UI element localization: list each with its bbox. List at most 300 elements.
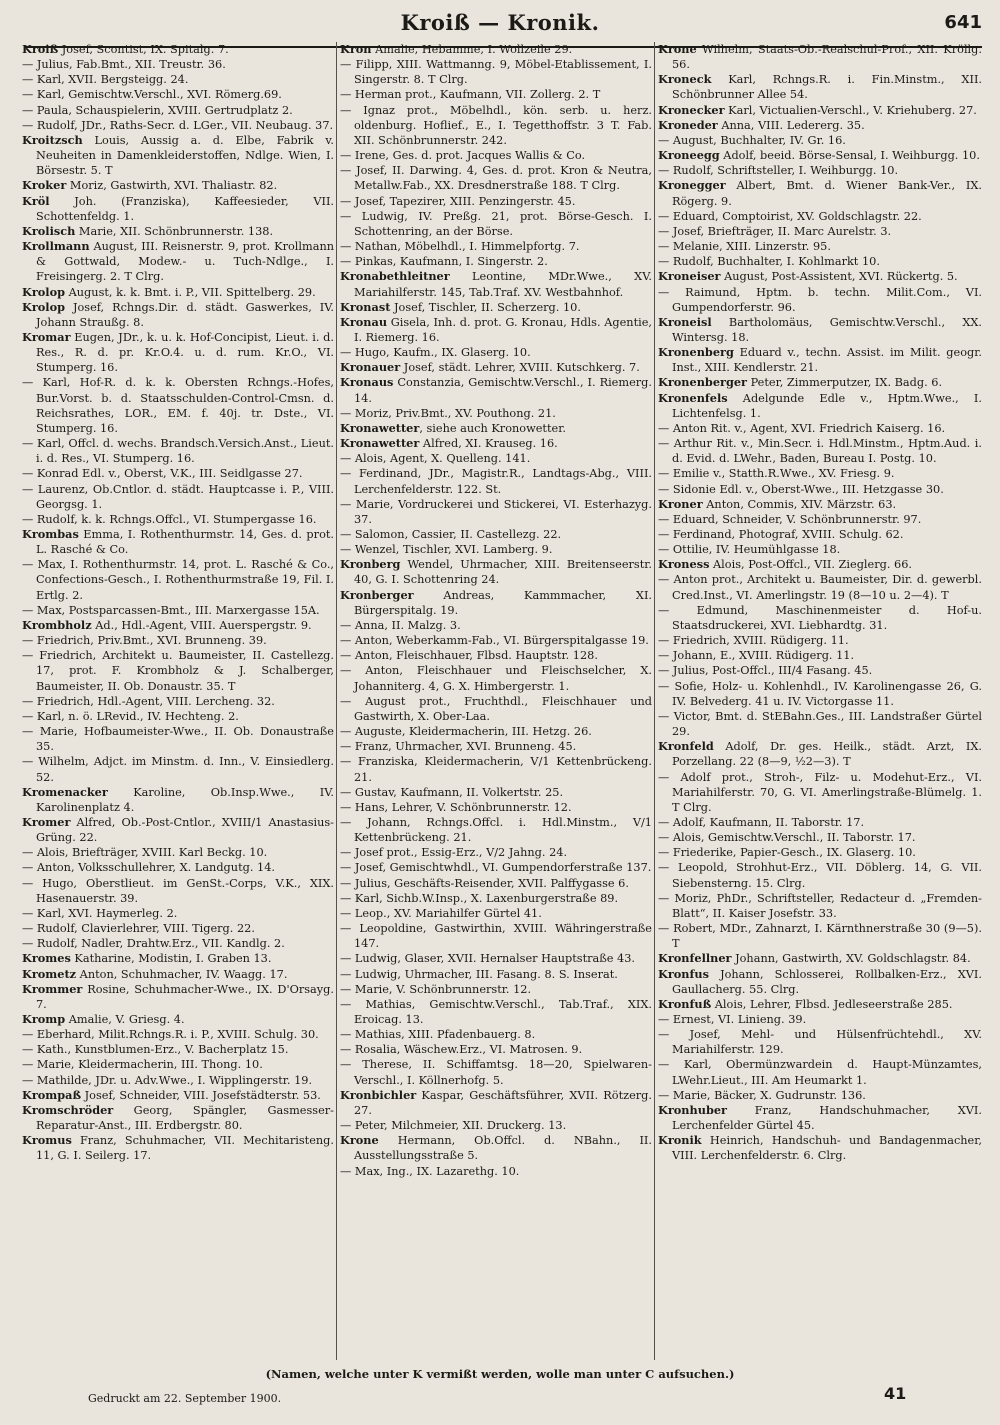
entry-details: August, Post-Assistent, XVI. Rückertg. 5. — [720, 270, 958, 284]
entry-details: — Friedrich, Priv.Bmt., XVI. Brunneng. 39. — [22, 634, 267, 648]
entry-details: — Anton, Volksschullehrer, X. Landgutg. 14. — [22, 861, 275, 875]
directory-entry — [22, 754, 334, 784]
directory-entry — [22, 72, 334, 87]
entry-details: Adolf, beeid. Börse-Sensal, I. Weihburgg. 10. — [719, 149, 980, 163]
directory-entry — [658, 633, 982, 648]
entry-details: — Friedrich, XVIII. Rüdigerg. 11. — [658, 634, 849, 648]
entry-details: — Josef, Gemischtwhdl., VI. Gumpendorferstraße 137. — [340, 861, 652, 875]
directory-entry — [22, 512, 334, 527]
directory-entry — [658, 967, 982, 997]
entry-details: — Filipp, XIII. Wattmanng. 9, Möbel-Etablissement, I. Singerstr. 8. T Clrg. — [340, 58, 652, 87]
entry-details: August, III. Reisnerstr. 9, prot. Krollmann & Gottwald, Modew.- u. Tuch-Ndlge., I. Freisingerg. 2. T Clrg. — [36, 240, 334, 284]
entry-details: Alfred, Ob.-Post-Cntlor., XVIII/1 Anastasius-Grüng. 22. — [36, 815, 334, 845]
directory-entry — [22, 57, 334, 72]
directory-entry — [22, 967, 334, 982]
entry-details: — Melanie, XIII. Linzerstr. 95. — [658, 240, 831, 254]
directory-columns — [22, 42, 982, 1360]
directory-entry — [340, 254, 652, 269]
directory-entry — [658, 845, 982, 860]
entry-details: — Wilhelm, Adjct. im Minstm. d. Inn., V. Einsiedlerg. 52. — [22, 755, 334, 784]
entry-details: — Moriz, Priv.Bmt., XV. Pouthong. 21. — [340, 406, 556, 420]
entry-details: — Mathias, XIII. Pfadenbauerg. 8. — [340, 1028, 536, 1042]
entry-surname: Kronegger — [658, 178, 726, 193]
directory-entry — [22, 178, 334, 193]
column-divider-2 — [654, 42, 655, 1360]
directory-entry — [340, 269, 652, 299]
directory-entry — [22, 815, 334, 845]
directory-entry — [658, 1057, 982, 1087]
directory-entry — [22, 936, 334, 951]
directory-entry — [22, 1088, 334, 1103]
entry-surname: Kroneisl — [658, 314, 712, 329]
directory-entry — [340, 87, 652, 102]
directory-entry — [22, 224, 334, 239]
entry-details: Adolf, Dr. ges. Heilk., städt. Arzt, IX. Porzellang. 22 (8—9, ½2—3). T — [672, 740, 982, 769]
directory-entry — [340, 618, 652, 633]
entry-details: — Adolf, Kaufmann, II. Taborstr. 17. — [658, 815, 865, 829]
directory-entry — [340, 951, 652, 966]
entry-surname: Kronabethleitner — [340, 269, 450, 284]
directory-entry — [658, 679, 982, 709]
directory-entry — [340, 1164, 652, 1179]
directory-entry — [340, 57, 652, 87]
directory-entry — [22, 709, 334, 724]
entry-surname: Krompaß — [22, 1087, 82, 1102]
directory-entry — [658, 391, 982, 421]
entry-surname: Kroker — [22, 178, 67, 193]
directory-entry — [22, 1057, 334, 1072]
entry-details: August, k. k. Bmt. i. P., VII. Spittelberg. 29. — [65, 285, 316, 299]
directory-entry — [22, 133, 334, 178]
directory-entry — [340, 754, 652, 784]
entry-details: — Max, Ing., IX. Lazarethg. 10. — [340, 1164, 520, 1178]
entry-details: — Karl, Offcl. d. wechs. Brandsch.Versich.Anst., Lieut. i. d. Res., VI. Stumperg. 16. — [22, 437, 334, 466]
directory-entry — [340, 103, 652, 148]
directory-entry — [340, 1088, 652, 1118]
directory-entry — [658, 269, 982, 284]
directory-entry — [22, 103, 334, 118]
directory-entry — [22, 694, 334, 709]
directory-entry — [340, 785, 652, 800]
entry-details: — Leopoldine, Gastwirthin, XVIII. Währingerstraße 147. — [340, 922, 652, 951]
entry-surname: Kroneiser — [658, 269, 721, 284]
entry-details: — Rudolf, Nadler, Drahtw.Erz., VII. Kandlg. 2. — [22, 937, 285, 951]
entry-surname: Kromar — [22, 329, 71, 344]
entry-details: — Pinkas, Kaufmann, I. Singerstr. 2. — [340, 255, 548, 269]
entry-details: Kaspar, Geschäftsführer, XVII. Rötzerg. 27. — [354, 1088, 652, 1117]
entry-surname: Kroness — [658, 557, 710, 572]
directory-entry — [340, 163, 652, 193]
directory-entry — [658, 770, 982, 815]
entry-surname: Krometz — [22, 966, 77, 981]
directory-entry — [658, 345, 982, 375]
entry-details: — Eberhard, Milit.Rchngs.R. i. P., XVIII. Schulg. 30. — [22, 1028, 319, 1042]
entry-details: Josef, Schneider, VIII. Josefstädterstr. 53. — [81, 1088, 321, 1102]
entry-details: — Kath., Kunstblumen-Erz., V. Bacherplatz 15. — [22, 1043, 289, 1057]
entry-details: Constanzia, Gemischtw.Verschl., I. Riemerg. 14. — [354, 376, 652, 405]
entry-details: — Anton, Fleischhauer und Fleischselcher, X. Johanniterg. 4, G. X. Himbergerstr. 1. — [340, 664, 652, 693]
directory-entry — [658, 482, 982, 497]
entry-details: Alfred, XI. Krauseg. 16. — [419, 437, 558, 451]
directory-entry — [340, 436, 652, 451]
entry-details: — Marie, V. Schönbrunnerstr. 12. — [340, 982, 532, 996]
entry-details: — Franz, Uhrmacher, XVI. Brunneng. 45. — [340, 740, 577, 754]
directory-entry — [658, 285, 982, 315]
entry-surname: Kronauer — [340, 360, 401, 375]
entry-details: — Josef, II. Darwing. 4, Ges. d. prot. Kron & Neutra, Metallw.Fab., XX. Dresdnerstraße 188. T Clrg. — [340, 164, 652, 193]
directory-entry — [340, 194, 652, 209]
entry-details: — Rudolf, JDr., Raths-Secr. d. LGer., VII. Neubaug. 37. — [22, 118, 334, 132]
entry-surname: Kromschröder — [22, 1102, 114, 1117]
entry-details: — Nathan, Möbelhdl., I. Himmelpfortg. 7. — [340, 240, 580, 254]
directory-entry — [340, 421, 652, 436]
directory-entry — [658, 254, 982, 269]
directory-entry — [22, 1133, 334, 1163]
entry-details: — Ignaz prot., Möbelhdl., kön. serb. u. herz. oldenburg. Hoflief., E., I. Tegetthoffstr. 3 T. Fab. XII. Schönbrunnerstr. 242. — [340, 103, 652, 147]
entry-details: Josef, städt. Lehrer, XVIII. Kutschkerg. 7. — [400, 361, 640, 375]
directory-entry — [658, 103, 982, 118]
entry-details: — Anton prot., Architekt u. Baumeister, Dir. d. gewerbl. Cred.Inst., VI. Amerlingstr. 19 (8—10 u. 2—4). T — [658, 573, 982, 602]
entry-details: Karoline, Ob.Insp.Wwe., IV. Karolinenplatz 4. — [36, 785, 334, 814]
entry-details: — Alois, Gemischtw.Verschl., II. Taborstr. 17. — [658, 831, 916, 845]
entry-details: — Eduard, Schneider, V. Schönbrunnerstr. 97. — [658, 512, 922, 526]
directory-entry — [22, 876, 334, 906]
entry-details: Alois, Post-Offcl., VII. Zieglerg. 66. — [709, 558, 913, 572]
directory-entry — [22, 557, 334, 602]
entry-details: — Julius, Geschäfts-Reisender, XVII. Palffygasse 6. — [340, 876, 629, 890]
entry-details: Alois, Lehrer, Flbsd. Jedleseerstraße 285. — [711, 997, 953, 1011]
directory-entry — [658, 527, 982, 542]
directory-entry — [22, 633, 334, 648]
entry-details: Marie, XII. Schönbrunnerstr. 138. — [75, 224, 274, 238]
directory-entry — [340, 739, 652, 754]
entry-details: Adelgunde Edle v., Hptm.Wwe., I. Lichtenfelsg. 1. — [672, 391, 982, 420]
entry-details: — Rudolf, Buchhalter, I. Kohlmarkt 10. — [658, 255, 880, 269]
entry-details: Andreas, Kammmacher, XI. Bürgerspitalg. 19. — [354, 588, 652, 617]
entry-details: — Johann, Rchngs.Offcl. i. Hdl.Minstm., V/1 Kettenbrückeng. 21. — [340, 815, 652, 845]
entry-details: — Paula, Schauspielerin, XVIII. Gertrudplatz 2. — [22, 103, 293, 117]
directory-entry — [658, 178, 982, 208]
directory-entry — [340, 906, 652, 921]
entry-details: — Peter, Milchmeier, XII. Druckerg. 13. — [340, 1119, 567, 1133]
entry-surname: Krone — [340, 1133, 379, 1148]
entry-details: — Rosalia, Wäschew.Erz., VI. Matrosen. 9. — [340, 1043, 583, 1057]
directory-entry — [658, 891, 982, 921]
entry-details: — Leopold, Strohhut-Erz., VII. Döblerg. 14, G. VII. Siebensterng. 15. Clrg. — [658, 861, 982, 890]
entry-details: Amalie, Hebamme, I. Wollzeile 29. — [371, 43, 573, 56]
entry-details: — August, Buchhalter, IV. Gr. 16. — [658, 133, 846, 147]
entry-surname: Krolisch — [22, 223, 76, 238]
directory-entry — [22, 951, 334, 966]
entry-details: — Rudolf, Schriftsteller, I. Weihburgg. 10. — [658, 164, 899, 178]
entry-surname: Kron — [340, 42, 372, 56]
entry-surname: Kronfus — [658, 966, 709, 981]
entry-details: — Moriz, PhDr., Schriftsteller, Redacteur d. „Fremden-Blatt“, II. Kaiser Josefstr. 33. — [658, 891, 982, 920]
entry-surname: Kronfeld — [658, 739, 714, 754]
directory-entry — [22, 527, 334, 557]
entry-details: Karl, Rchngs.R. i. Fin.Minstm., XII. Schönbrunner Allee 54. — [672, 73, 982, 102]
directory-entry — [658, 436, 982, 466]
entry-details: — Anton, Weberkamm-Fab., VI. Bürgerspitalgasse 19. — [340, 634, 649, 648]
directory-entry — [658, 572, 982, 602]
directory-entry — [658, 1027, 982, 1057]
page-number: 641 — [944, 12, 982, 33]
directory-entry — [658, 315, 982, 345]
entry-details: — Karl, Sichb.W.Insp., X. Laxenburgerstraße 89. — [340, 891, 619, 905]
entry-surname: Krone — [658, 42, 697, 56]
entry-details: Moriz, Gastwirth, XVI. Thaliastr. 82. — [66, 179, 278, 193]
directory-entry — [658, 815, 982, 830]
directory-entry — [22, 724, 334, 754]
directory-entry — [340, 466, 652, 496]
entry-details: — Rudolf, Clavierlehrer, VIII. Tigerg. 22. — [22, 922, 255, 936]
entry-details: Gisela, Inh. d. prot. G. Kronau, Hdls. Agentie, I. Riemerg. 16. — [354, 315, 652, 344]
directory-entry — [22, 466, 334, 481]
entry-surname: Kroitzsch — [22, 132, 83, 147]
entry-surname: Kronhuber — [658, 1102, 727, 1117]
entry-details: Wendel, Uhrmacher, XIII. Breitenseerstr. 40, G. I. Schottenring 24. — [354, 558, 652, 587]
entry-details: — Karl, Hof-R. d. k. k. Obersten Rchngs.-Hofes, Bur.Vorst. b. d. Staatsschulden-Control-Cmsn. d. Reichsrathes, LOR., EM. f. 40j. tr. Dste., VI. Stumperg. 16. — [22, 376, 334, 435]
directory-entry — [340, 345, 652, 360]
entry-details: Katharine, Modistin, I. Graben 13. — [70, 952, 272, 966]
directory-entry — [340, 497, 652, 527]
entry-surname: Kronberger — [340, 587, 414, 602]
entry-details: — Robert, MDr., Zahnarzt, I. Kärnthnerstraße 30 (9—5). T — [658, 922, 982, 951]
entry-details: — Emilie v., Statth.R.Wwe., XV. Friesg. 9. — [658, 467, 895, 481]
entry-details: — Arthur Rit. v., Min.Secr. i. Hdl.Minstm., Hptm.Aud. i. d. Evid. d. LWehr., Baden, Bureau I. Postg. 10. — [658, 437, 982, 466]
directory-entry — [340, 633, 652, 648]
directory-entry — [658, 421, 982, 436]
directory-entry — [22, 194, 334, 224]
entry-details: — Karl, XVII. Bergsteigg. 24. — [22, 73, 189, 87]
directory-entry — [340, 588, 652, 618]
entry-surname: Kromenacker — [22, 784, 108, 799]
entry-details: Peter, Zimmerputzer, IX. Badg. 6. — [747, 376, 943, 390]
directory-entry — [340, 967, 652, 982]
entry-details: — Ludwig, Uhrmacher, III. Fasang. 8. S. Inserat. — [340, 967, 618, 981]
directory-entry — [22, 906, 334, 921]
directory-entry — [658, 663, 982, 678]
directory-entry — [22, 1073, 334, 1088]
entry-details: Anton, Schuhmacher, IV. Waagg. 17. — [76, 967, 288, 981]
entry-details: — Franziska, Kleidermacherin, V/1 Kettenbrückeng. 21. — [340, 755, 652, 784]
entry-surname: Kronik — [658, 1133, 702, 1148]
sheet-number: 41 — [884, 1384, 907, 1403]
entry-details: Eduard v., techn. Assist. im Milit. geogr. Inst., XIII. Kendlerstr. 21. — [672, 346, 982, 375]
directory-entry — [22, 648, 334, 693]
entry-details: — Ludwig, Glaser, XVII. Hernalser Hauptstraße 43. — [340, 952, 636, 966]
entry-details: Josef, Scontist, IX. Spitalg. 7. — [58, 43, 229, 56]
entry-details: — Josef prot., Essig-Erz., V/2 Jahng. 24. — [340, 846, 568, 860]
entry-details: — Gustav, Kaufmann, II. Volkertstr. 25. — [340, 785, 564, 799]
entry-details: — Max, I. Rothenthurmstr. 14, prot. L. Rasché & Co., Confections-Gesch., I. Rothenthurmstraße 19, Fil. I. Ertlg. 2. — [22, 558, 334, 602]
directory-entry — [340, 557, 652, 587]
directory-entry — [22, 603, 334, 618]
directory-entry — [340, 42, 652, 57]
entry-surname: Krollmann — [22, 239, 90, 254]
directory-entry — [22, 239, 334, 284]
page-header — [0, 10, 1000, 40]
entry-details: — Marie, Kleidermacherin, III. Thong. 10. — [22, 1058, 263, 1072]
directory-entry — [22, 845, 334, 860]
directory-entry — [340, 800, 652, 815]
entry-details: — Karl, Gemischtw.Verschl., XVI. Römerg.69. — [22, 88, 282, 102]
column-1 — [22, 42, 334, 1360]
entry-details: Johann, Schlosserei, Rollbalken-Erz., XVI. Gaullacherg. 55. Clrg. — [672, 967, 982, 996]
entry-details: — Alois, Agent, X. Quelleng. 141. — [340, 452, 531, 466]
directory-entry — [658, 921, 982, 951]
directory-entry — [658, 497, 982, 512]
entry-details: Wilhelm, Staats-Ob.-Realschul-Prof., XII. Kröllg. 56. — [672, 43, 982, 72]
directory-entry — [658, 709, 982, 739]
entry-details: — Therese, II. Schiffamtsg. 18—20, Spielwaren-Verschl., I. Köllnerhofg. 5. — [340, 1058, 652, 1087]
entry-details: Joh. (Franziska), Kaffeesieder, VII. Schottenfeldg. 1. — [36, 194, 334, 223]
entry-surname: Kronau — [340, 314, 388, 329]
entry-details: Leontine, MDr.Wwe., XV. Mariahilferstr. 145, Tab.Traf. XV. Westbahnhof. — [354, 270, 652, 299]
entry-details: — August prot., Fruchthdl., Fleischhauer und Gastwirth, X. Ober-Laa. — [340, 694, 652, 723]
entry-surname: Kronberg — [340, 557, 401, 572]
entry-details: Franz, Schuhmacher, VII. Mechitaristeng. 11, G. I. Seilerg. 17. — [36, 1134, 334, 1163]
entry-details: , siehe auch Kronowetter. — [419, 421, 566, 435]
directory-entry — [22, 87, 334, 102]
directory-entry — [658, 1103, 982, 1133]
entry-surname: Kronfuß — [658, 996, 712, 1011]
column-2 — [340, 42, 652, 1360]
directory-entry — [340, 1133, 652, 1163]
entry-surname: Kronecker — [658, 102, 725, 117]
directory-entry — [22, 436, 334, 466]
print-date: Gedruckt am 22. September 1900. — [88, 1392, 282, 1405]
entry-details: — Irene, Ges. d. prot. Jacques Wallis & Co. — [340, 149, 586, 163]
entry-surname: Kromes — [22, 951, 71, 966]
directory-entry — [22, 618, 334, 633]
entry-details: Josef, Rchngs.Dir. d. städt. Gaswerkes, IV. Johann Straußg. 8. — [36, 300, 334, 329]
entry-details: — Josef, Tapezirer, XIII. Penzingerstr. 45. — [340, 194, 576, 208]
directory-entry — [658, 163, 982, 178]
directory-entry — [22, 921, 334, 936]
directory-entry — [340, 724, 652, 739]
directory-entry — [658, 224, 982, 239]
entry-surname: Kronfellner — [658, 951, 732, 966]
entry-details: — Friedrich, Hdl.-Agent, VIII. Lercheng. 32. — [22, 694, 275, 708]
entry-details: — Laurenz, Ob.Cntlor. d. städt. Hauptcasse i. P., VIII. Georgsg. 1. — [22, 482, 334, 511]
directory-entry — [658, 557, 982, 572]
entry-details: — Anton, Fleischhauer, Flbsd. Hauptstr. 128. — [340, 649, 598, 663]
directory-entry — [22, 1027, 334, 1042]
column-3 — [658, 42, 982, 1360]
entry-details: Amalie, V. Griesg. 4. — [65, 1013, 185, 1026]
directory-entry — [658, 739, 982, 769]
entry-details: — Konrad Edl. v., Oberst, V.K., III. Seidlgasse 27. — [22, 467, 303, 481]
directory-entry — [658, 148, 982, 163]
entry-surname: Kronawetter — [340, 436, 420, 451]
entry-details: — Victor, Bmt. d. StEBahn.Ges., III. Landstraßer Gürtel 29. — [658, 709, 982, 739]
entry-surname: Kromer — [22, 814, 71, 829]
entry-details: — Marie, Hofbaumeister-Wwe., II. Ob. Donaustraße 35. — [22, 725, 334, 754]
entry-details: Albert, Bmt. d. Wiener Bank-Ver., IX. Rögerg. 9. — [672, 179, 982, 208]
entry-details: — Ludwig, IV. Preßg. 21, prot. Börse-Gesch. I. Schottenring, an der Börse. — [340, 209, 652, 238]
directory-entry — [658, 1012, 982, 1027]
directory-entry — [22, 482, 334, 512]
entry-details: Georg, Spängler, Gasmesser-Reparatur-Anst., III. Erdbergstr. 80. — [36, 1103, 334, 1133]
directory-entry — [340, 860, 652, 875]
entry-surname: Kroneck — [658, 72, 712, 87]
entry-details: — Julius, Post-Offcl., III/4 Fasang. 45. — [658, 664, 873, 678]
directory-entry — [340, 1118, 652, 1133]
directory-entry — [658, 133, 982, 148]
entry-details: — Edmund, Maschinenmeister d. Hof-u. Staatsdruckerei, XVI. Liebhardtg. 31. — [658, 603, 982, 632]
entry-details: Josef, Tischler, II. Scherzerg. 10. — [390, 300, 581, 314]
directory-entry — [340, 209, 652, 239]
entry-details: Anna, VIII. Ledererg. 35. — [717, 118, 865, 132]
entry-details: — Wenzel, Tischler, XVI. Lamberg. 9. — [340, 543, 553, 557]
directory-entry — [340, 148, 652, 163]
entry-details: Bartholomäus, Gemischtw.Verschl., XX. Wintersg. 18. — [672, 315, 982, 344]
directory-entry — [22, 285, 334, 300]
entry-details: — Leop., XV. Mariahilfer Gürtel 41. — [340, 906, 542, 920]
entry-details: Rosine, Schuhmacher-Wwe., IX. D'Orsayg. 7. — [36, 982, 334, 1011]
directory-entry — [658, 997, 982, 1012]
entry-details: — Ernest, VI. Linieng. 39. — [658, 1013, 807, 1026]
entry-details: Hermann, Ob.Offcl. d. NBahn., II. Ausstellungsstraße 5. — [354, 1134, 652, 1163]
directory-entry — [658, 239, 982, 254]
entry-details: — Herman prot., Kaufmann, VII. Zollerg. 2. T — [340, 88, 601, 102]
entry-details: Johann, Gastwirth, XV. Goldschlagstr. 84. — [731, 952, 971, 966]
directory-entry — [658, 1133, 982, 1163]
entry-details: — Ferdinand, JDr., Magistr.R., Landtags-Abg., VIII. Lerchenfelderstr. 122. St. — [340, 467, 652, 496]
entry-details: — Sidonie Edl. v., Oberst-Wwe., III. Hetzgasse 30. — [658, 482, 944, 496]
directory-entry — [658, 118, 982, 133]
footer-note: (Namen, welche unter K vermißt werden, wolle man unter C aufsuchen.) — [265, 1367, 735, 1381]
entry-surname: Kronenberger — [658, 375, 747, 390]
directory-entry — [22, 1103, 334, 1133]
directory-entry — [658, 42, 982, 72]
entry-details: — Mathias, Gemischtw.Verschl., Tab.Traf., XIX. Eroicag. 13. — [340, 997, 652, 1026]
entry-details: — Friederike, Papier-Gesch., IX. Glaserg. 10. — [658, 846, 916, 860]
directory-entry — [22, 1042, 334, 1057]
entry-details: — Sofie, Holz- u. Kohlenhdl., IV. Karolinengasse 26, G. IV. Belvederg. 41 u. IV. Victorgasse 11. — [658, 679, 982, 708]
entry-surname: Kronast — [340, 299, 391, 314]
entry-surname: Krolop — [22, 284, 66, 299]
entry-details: — Max, Postsparcassen-Bmt., III. Marxergasse 15A. — [22, 603, 320, 617]
directory-entry — [22, 1012, 334, 1027]
directory-entry — [340, 527, 652, 542]
entry-details: — Marie, Bäcker, X. Gudrunstr. 136. — [658, 1088, 866, 1102]
entry-details: — Adolf prot., Stroh-, Filz- u. Modehut-Erz., VI. Mariahilferstr. 70, G. VI. Amerlingstraße-Blümelg. 1. T Clrg. — [658, 770, 982, 814]
entry-details: — Ottilie, IV. Heumühlgasse 18. — [658, 543, 841, 557]
entry-surname: Krolop — [22, 299, 66, 314]
directory-entry — [340, 845, 652, 860]
directory-entry — [658, 209, 982, 224]
directory-entry — [340, 891, 652, 906]
directory-entry — [340, 876, 652, 891]
directory-entry — [658, 830, 982, 845]
entry-surname: Krommer — [22, 981, 83, 996]
directory-entry — [658, 1088, 982, 1103]
directory-entry — [340, 1042, 652, 1057]
entry-surname: Kromus — [22, 1133, 72, 1148]
directory-entry — [22, 785, 334, 815]
directory-entry — [658, 951, 982, 966]
entry-surname: Kronenfels — [658, 390, 728, 405]
entry-surname: Kronawetter — [340, 420, 420, 435]
entry-details: — Raimund, Hptm. b. techn. Milit.Com., VI. Gumpendorferstr. 96. — [658, 285, 982, 314]
directory-entry — [340, 315, 652, 345]
directory-entry — [658, 512, 982, 527]
directory-entry — [340, 406, 652, 421]
directory-entry — [22, 330, 334, 375]
entry-surname: Kronenberg — [658, 345, 734, 360]
